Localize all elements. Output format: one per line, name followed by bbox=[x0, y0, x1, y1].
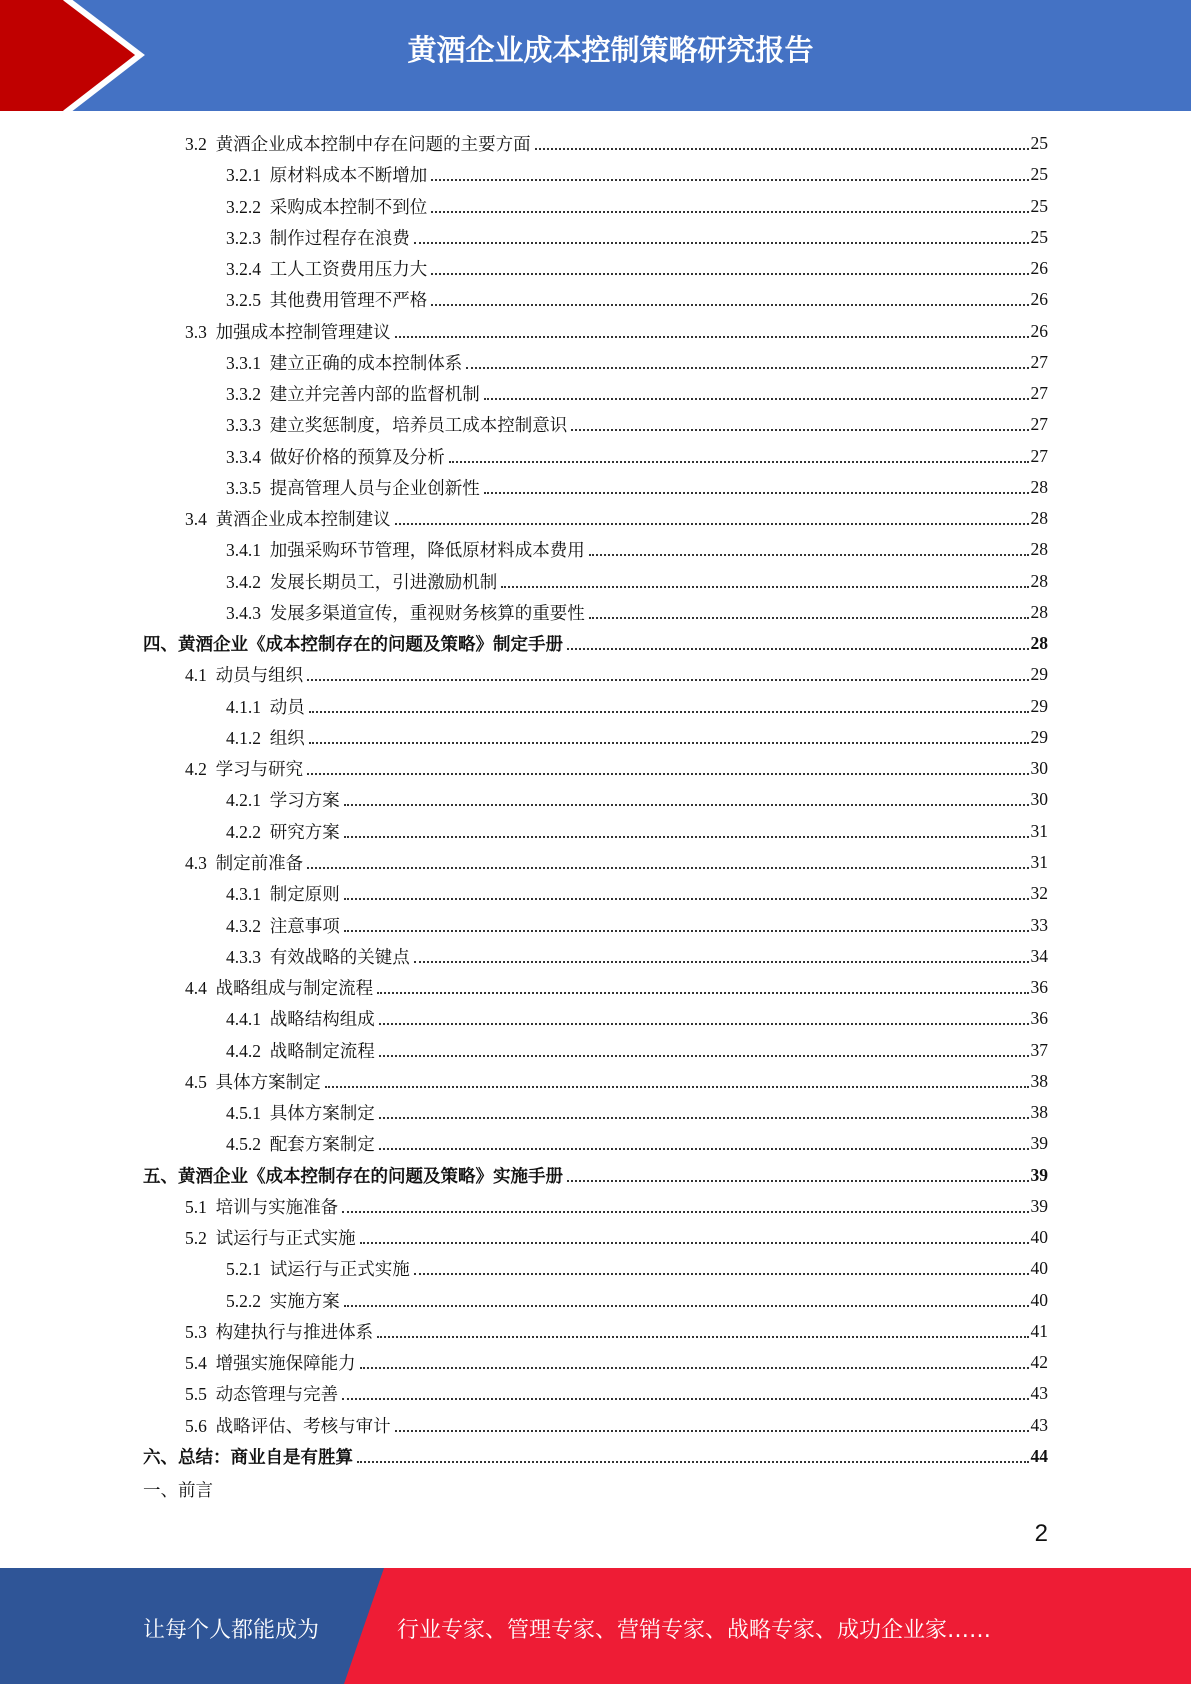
toc-entry-label bbox=[143, 1444, 355, 1469]
toc-entry-page: 27 bbox=[1030, 383, 1048, 404]
toc-entry-title: 提高管理人员与企业创新性 bbox=[269, 477, 480, 498]
toc-entry-page: 36 bbox=[1030, 1008, 1048, 1029]
toc-entry-label bbox=[226, 444, 447, 469]
dot-leader bbox=[414, 1273, 1029, 1275]
toc-entry[interactable] bbox=[226, 347, 1048, 378]
toc-entry-title: 发展长期员工，引进激励机制 bbox=[269, 571, 498, 592]
toc-entry-number: 4.3.3 bbox=[226, 946, 261, 967]
toc-entry-number: 4.2.2 bbox=[226, 821, 261, 842]
dot-leader bbox=[344, 804, 1029, 806]
toc-entry-title: 原材料成本不断增加 bbox=[269, 165, 428, 186]
toc-entry-page: 30 bbox=[1030, 789, 1048, 810]
toc-entry-title: 组织 bbox=[269, 727, 305, 748]
toc-entry[interactable] bbox=[185, 1378, 1048, 1409]
dot-leader bbox=[431, 273, 1028, 275]
dot-leader bbox=[379, 1148, 1029, 1150]
dot-leader bbox=[431, 304, 1028, 306]
toc-entry-label bbox=[185, 1069, 323, 1094]
toc-entry-title: 动员与组织 bbox=[215, 665, 304, 686]
toc-entry[interactable] bbox=[226, 472, 1048, 503]
toc-entry-page: 39 bbox=[1030, 1195, 1048, 1216]
toc-entry-title: 研究方案 bbox=[269, 821, 340, 842]
toc-entry-title: 做好价格的预算及分析 bbox=[269, 446, 445, 467]
toc-entry-page: 40 bbox=[1030, 1289, 1048, 1310]
toc-entry-title: 黄酒企业《成本控制存在的问题及策略》制定手册 bbox=[178, 634, 563, 655]
dot-leader bbox=[571, 429, 1028, 431]
toc-entry-number: 3.2 bbox=[185, 134, 207, 154]
toc-entry-number: 3.4.1 bbox=[226, 540, 261, 561]
dot-leader bbox=[395, 523, 1029, 525]
dot-leader bbox=[344, 836, 1029, 838]
dot-leader bbox=[307, 773, 1028, 775]
toc-entry-page: 34 bbox=[1030, 945, 1048, 966]
toc-entry-page: 31 bbox=[1030, 820, 1048, 841]
toc-entry-number: 五、 bbox=[143, 1165, 178, 1186]
toc-entry-number: 3.2.2 bbox=[226, 196, 261, 217]
toc-entry-title: 发展多渠道宣传，重视财务核算的重要性 bbox=[269, 602, 585, 623]
toc-entry-page: 30 bbox=[1030, 758, 1048, 779]
footer-slogan-right: 行业专家、管理专家、营销专家、战略专家、成功企业家…… bbox=[397, 1618, 992, 1643]
toc-entry-number: 3.3.5 bbox=[226, 477, 261, 498]
toc-entry-page: 41 bbox=[1030, 1320, 1048, 1341]
toc-entry[interactable] bbox=[226, 1253, 1048, 1284]
toc-entry-title: 战略组成与制定流程 bbox=[215, 978, 374, 999]
toc-entry-label bbox=[226, 256, 429, 281]
toc-entry-number: 3.2.1 bbox=[226, 165, 261, 186]
toc-entry-number: 3.2.3 bbox=[226, 227, 261, 248]
toc-entry-page: 27 bbox=[1030, 414, 1048, 435]
dot-leader bbox=[466, 367, 1028, 369]
toc-entry-label bbox=[185, 1194, 340, 1219]
toc-entry[interactable] bbox=[226, 159, 1048, 190]
toc-entry[interactable] bbox=[226, 253, 1048, 284]
toc-entry-title: 有效战略的关键点 bbox=[269, 946, 410, 967]
toc-entry-page: 37 bbox=[1030, 1039, 1048, 1060]
toc-entry-page: 25 bbox=[1030, 226, 1048, 247]
toc-entry-page: 28 bbox=[1030, 601, 1048, 622]
toc-entry-number: 3.4.2 bbox=[226, 571, 261, 592]
dot-leader bbox=[344, 930, 1029, 932]
dot-leader bbox=[535, 148, 1029, 150]
toc-entry-number: 4.1.1 bbox=[226, 696, 261, 717]
toc-entry-page: 39 bbox=[1030, 1164, 1048, 1185]
dot-leader bbox=[309, 711, 1029, 713]
toc-entry-title: 战略评估、考核与审计 bbox=[215, 1415, 391, 1436]
toc-entry-label bbox=[143, 631, 565, 656]
toc-entry-title: 加强采购环节管理，降低原材料成本费用 bbox=[269, 540, 585, 561]
dot-leader bbox=[357, 1461, 1029, 1463]
toc-entry-title: 制定原则 bbox=[269, 884, 340, 905]
toc-entry[interactable] bbox=[226, 1285, 1048, 1316]
toc-entry-label bbox=[226, 1006, 377, 1031]
toc-entry[interactable] bbox=[226, 441, 1048, 472]
toc-entry-label bbox=[226, 913, 342, 938]
toc-entry-title: 建立奖惩制度，培养员工成本控制意识 bbox=[269, 415, 568, 436]
toc-entry-page: 39 bbox=[1030, 1133, 1048, 1154]
toc-entry-number: 3.2.4 bbox=[226, 259, 261, 280]
toc-entry-title: 制定前准备 bbox=[215, 852, 304, 873]
toc-entry[interactable] bbox=[185, 753, 1048, 784]
toc-entry-label bbox=[226, 475, 482, 500]
toc-entry-title: 总结：商业自是有胜算 bbox=[178, 1446, 353, 1467]
toc-entry[interactable] bbox=[226, 378, 1048, 409]
toc-entry-page: 28 bbox=[1030, 508, 1048, 529]
toc-entry-label bbox=[226, 1038, 377, 1063]
toc-entry-page: 43 bbox=[1030, 1414, 1048, 1435]
toc-entry-label bbox=[226, 162, 429, 187]
toc-entry-number: 5.2.2 bbox=[226, 1290, 261, 1311]
toc-entry[interactable] bbox=[226, 409, 1048, 440]
toc-entry-title: 动态管理与完善 bbox=[215, 1384, 339, 1405]
toc-entry-page: 40 bbox=[1030, 1258, 1048, 1279]
dot-leader bbox=[309, 742, 1029, 744]
toc-entry-label bbox=[226, 194, 429, 219]
toc-entry-label bbox=[185, 506, 393, 531]
toc-entry[interactable] bbox=[226, 691, 1048, 722]
toc-entry-page: 32 bbox=[1030, 883, 1048, 904]
toc-entry[interactable] bbox=[185, 316, 1048, 347]
toc-entry-number: 4.1 bbox=[185, 665, 207, 686]
toc-entry-page: 31 bbox=[1030, 851, 1048, 872]
toc-entry-page: 26 bbox=[1030, 320, 1048, 341]
toc-entry-page: 29 bbox=[1030, 726, 1048, 747]
dot-leader bbox=[379, 1055, 1029, 1057]
toc-entry-page: 29 bbox=[1030, 664, 1048, 685]
toc-entry-number: 5.4 bbox=[185, 1353, 207, 1374]
dot-leader bbox=[567, 1180, 1029, 1182]
toc-entry[interactable] bbox=[185, 972, 1048, 1003]
toc-entry-number: 4.3 bbox=[185, 852, 207, 873]
toc-entry-number: 3.3.1 bbox=[226, 352, 261, 373]
dot-leader bbox=[307, 867, 1028, 869]
dot-leader bbox=[325, 1086, 1029, 1088]
toc-entry[interactable] bbox=[226, 1097, 1048, 1128]
dot-leader bbox=[379, 1117, 1029, 1119]
toc-entry-number: 4.4 bbox=[185, 978, 207, 999]
toc-entry[interactable] bbox=[226, 1003, 1048, 1034]
page-footer bbox=[0, 1568, 1191, 1684]
toc-entry-label bbox=[185, 131, 533, 156]
toc-entry-page: 25 bbox=[1030, 133, 1048, 153]
toc-entry[interactable] bbox=[185, 1316, 1048, 1347]
toc-entry-number: 4.5.1 bbox=[226, 1103, 261, 1124]
toc-entry-number: 4.3.2 bbox=[226, 915, 261, 936]
toc-entry-title: 加强成本控制管理建议 bbox=[215, 321, 391, 342]
toc-entry[interactable] bbox=[185, 1347, 1048, 1378]
toc-entry-title: 试运行与正式实施 bbox=[269, 1259, 410, 1280]
section-heading-preface: 一、前言 bbox=[143, 1480, 213, 1501]
dot-leader bbox=[484, 398, 1029, 400]
toc-entry-page: 33 bbox=[1030, 914, 1048, 935]
dot-leader bbox=[395, 336, 1029, 338]
toc-entry-number: 4.1.2 bbox=[226, 727, 261, 748]
toc-entry-title: 黄酒企业成本控制建议 bbox=[215, 509, 391, 530]
toc-entry[interactable] bbox=[226, 941, 1048, 972]
toc-entry[interactable] bbox=[226, 878, 1048, 909]
toc-entry-label bbox=[185, 756, 305, 781]
toc-entry-title: 动员 bbox=[269, 696, 305, 717]
dot-leader bbox=[342, 1398, 1028, 1400]
toc-entry-page: 38 bbox=[1030, 1070, 1048, 1091]
toc-entry-label bbox=[185, 850, 305, 875]
dot-leader bbox=[377, 1336, 1028, 1338]
toc-entry-number: 4.4.1 bbox=[226, 1009, 261, 1030]
toc-entry-label bbox=[226, 600, 587, 625]
toc-entry[interactable] bbox=[226, 816, 1048, 847]
toc-entry-title: 建立正确的成本控制体系 bbox=[269, 352, 463, 373]
toc-entry-label bbox=[226, 787, 342, 812]
dot-leader bbox=[360, 1367, 1029, 1369]
toc-entry-page: 27 bbox=[1030, 351, 1048, 372]
toc-entry-label bbox=[226, 1100, 377, 1125]
toc-entry-page: 29 bbox=[1030, 695, 1048, 716]
toc-entry-title: 学习与研究 bbox=[215, 759, 304, 780]
toc-entry-number: 4.5.2 bbox=[226, 1134, 261, 1155]
page-number: 2 bbox=[1034, 1520, 1048, 1547]
toc-entry[interactable] bbox=[226, 910, 1048, 941]
toc-entry[interactable] bbox=[185, 659, 1048, 690]
page-header bbox=[0, 0, 1191, 111]
toc-entry-label bbox=[226, 1288, 342, 1313]
toc-entry-page: 27 bbox=[1030, 445, 1048, 466]
toc-entry-page: 26 bbox=[1030, 258, 1048, 279]
dot-leader bbox=[342, 1211, 1028, 1213]
toc-entry-number: 3.3 bbox=[185, 321, 207, 342]
toc-entry-label bbox=[226, 944, 412, 969]
toc-entry-number: 六、 bbox=[143, 1446, 178, 1467]
footer-slogan-left: 让每个人都能成为 bbox=[143, 1618, 320, 1643]
toc-entry-page: 42 bbox=[1030, 1352, 1048, 1373]
dot-leader bbox=[449, 461, 1029, 463]
toc-entry-number: 4.5 bbox=[185, 1071, 207, 1092]
toc-entry-number: 5.3 bbox=[185, 1321, 207, 1342]
toc-entry-title: 工人工资费用压力大 bbox=[269, 259, 428, 280]
toc-entry-title: 配套方案制定 bbox=[269, 1134, 375, 1155]
toc-entry[interactable] bbox=[185, 503, 1048, 534]
toc-entry-number: 5.2 bbox=[185, 1228, 207, 1249]
toc-entry-number: 四、 bbox=[143, 634, 178, 655]
toc-entry-label bbox=[143, 1163, 565, 1188]
toc-entry-number: 5.2.1 bbox=[226, 1259, 261, 1280]
toc-entry-label bbox=[185, 662, 305, 687]
toc-entry-number: 4.4.2 bbox=[226, 1040, 261, 1061]
toc-entry-number: 3.3.4 bbox=[226, 446, 261, 467]
dot-leader bbox=[395, 1430, 1029, 1432]
report-title: 黄酒企业成本控制策略研究报告 bbox=[407, 33, 814, 67]
toc-entry[interactable] bbox=[226, 1035, 1048, 1066]
toc-entry-label bbox=[185, 1319, 375, 1344]
toc-entry-label bbox=[226, 225, 412, 250]
toc-entry-label bbox=[185, 975, 375, 1000]
dot-leader bbox=[589, 617, 1029, 619]
dot-leader bbox=[589, 554, 1029, 556]
toc-entry-page: 28 bbox=[1030, 476, 1048, 497]
toc-entry-title: 制作过程存在浪费 bbox=[269, 227, 410, 248]
toc-entry[interactable] bbox=[226, 191, 1048, 222]
toc-entry-label bbox=[185, 1413, 393, 1438]
dot-leader bbox=[414, 242, 1029, 244]
toc-entry-number: 3.3.2 bbox=[226, 384, 261, 405]
dot-leader bbox=[377, 992, 1028, 994]
dot-leader bbox=[484, 492, 1029, 494]
toc-entry-label bbox=[226, 694, 307, 719]
dot-leader bbox=[414, 961, 1029, 963]
toc-entry-number: 4.3.1 bbox=[226, 884, 261, 905]
toc-entry-number: 3.4.3 bbox=[226, 602, 261, 623]
toc-entry-title: 试运行与正式实施 bbox=[215, 1228, 356, 1249]
toc-entry-label bbox=[226, 412, 569, 437]
toc-entry[interactable] bbox=[143, 1160, 1048, 1191]
dot-leader bbox=[360, 1242, 1029, 1244]
toc-entry-title: 学习方案 bbox=[269, 790, 340, 811]
toc-entry-label bbox=[226, 381, 482, 406]
toc-entry-number: 3.4 bbox=[185, 509, 207, 530]
toc-entry-title: 黄酒企业成本控制中存在问题的主要方面 bbox=[215, 134, 531, 154]
toc-entry-title: 具体方案制定 bbox=[215, 1071, 321, 1092]
dot-leader bbox=[501, 586, 1028, 588]
toc-entry[interactable] bbox=[226, 597, 1048, 628]
toc-entry-label bbox=[185, 1381, 340, 1406]
toc-entry[interactable] bbox=[185, 1066, 1048, 1097]
toc-entry-title: 构建执行与推进体系 bbox=[215, 1321, 374, 1342]
toc-entry-number: 5.6 bbox=[185, 1415, 207, 1436]
toc-entry-page: 28 bbox=[1030, 633, 1048, 654]
toc-entry-page: 25 bbox=[1030, 164, 1048, 185]
toc-entry[interactable] bbox=[226, 722, 1048, 753]
toc-entry-label bbox=[185, 1225, 358, 1250]
toc-entry[interactable] bbox=[185, 1191, 1048, 1222]
toc-entry-title: 建立并完善内部的监督机制 bbox=[269, 384, 480, 405]
dot-leader bbox=[344, 1305, 1029, 1307]
toc-entry-label bbox=[226, 1131, 377, 1156]
toc-entry-title: 战略制定流程 bbox=[269, 1040, 375, 1061]
toc-entry-number: 5.1 bbox=[185, 1196, 207, 1217]
toc-entry[interactable] bbox=[226, 534, 1048, 565]
toc-entry-label bbox=[226, 819, 342, 844]
dot-leader bbox=[307, 679, 1028, 681]
toc-entry-title: 战略结构组成 bbox=[269, 1009, 375, 1030]
toc-entry[interactable] bbox=[143, 628, 1048, 659]
toc-entry-page: 40 bbox=[1030, 1227, 1048, 1248]
toc-entry-page: 36 bbox=[1030, 977, 1048, 998]
toc-entry-title: 具体方案制定 bbox=[269, 1103, 375, 1124]
toc-entry[interactable] bbox=[226, 1128, 1048, 1159]
toc-entry[interactable] bbox=[185, 128, 1048, 159]
toc-entry-label bbox=[185, 1350, 358, 1375]
toc-entry-title: 增强实施保障能力 bbox=[215, 1353, 356, 1374]
toc-entry-title: 采购成本控制不到位 bbox=[269, 196, 428, 217]
toc-entry-label bbox=[226, 881, 342, 906]
dot-leader bbox=[567, 648, 1029, 650]
toc-entry-title: 培训与实施准备 bbox=[215, 1196, 339, 1217]
dot-leader bbox=[344, 898, 1029, 900]
toc-entry-label bbox=[226, 1256, 412, 1281]
toc-entry-label bbox=[226, 537, 587, 562]
toc-entry[interactable] bbox=[226, 284, 1048, 315]
toc-entry-number: 3.3.3 bbox=[226, 415, 261, 436]
toc-entry-label bbox=[226, 350, 464, 375]
toc-entry-title: 注意事项 bbox=[269, 915, 340, 936]
toc-entry-page: 26 bbox=[1030, 289, 1048, 310]
toc-entry[interactable] bbox=[185, 1410, 1048, 1441]
toc-entry-title: 黄酒企业《成本控制存在的问题及策略》实施手册 bbox=[178, 1165, 563, 1186]
toc-entry-number: 3.2.5 bbox=[226, 290, 261, 311]
toc-entry-label bbox=[226, 725, 307, 750]
toc-entry-page: 28 bbox=[1030, 539, 1048, 560]
toc-entry[interactable] bbox=[143, 1441, 1048, 1472]
toc-entry-number: 4.2 bbox=[185, 759, 207, 780]
toc-entry[interactable] bbox=[185, 1222, 1048, 1253]
toc-entry-title: 实施方案 bbox=[269, 1290, 340, 1311]
toc-entry-label bbox=[226, 287, 429, 312]
toc-entry-page: 25 bbox=[1030, 195, 1048, 216]
toc-entry-number: 5.5 bbox=[185, 1384, 207, 1405]
toc-entry[interactable] bbox=[226, 222, 1048, 253]
toc-entry[interactable] bbox=[226, 566, 1048, 597]
dot-leader bbox=[431, 211, 1028, 213]
dot-leader bbox=[379, 1023, 1029, 1025]
toc-entry-page: 44 bbox=[1030, 1445, 1048, 1466]
toc-entry[interactable] bbox=[185, 847, 1048, 878]
toc-entry-page: 28 bbox=[1030, 570, 1048, 591]
toc-entry-number: 4.2.1 bbox=[226, 790, 261, 811]
toc-entry-page: 38 bbox=[1030, 1102, 1048, 1123]
toc-entry[interactable] bbox=[226, 784, 1048, 815]
toc-entry-label bbox=[226, 569, 499, 594]
dot-leader bbox=[431, 179, 1028, 181]
toc-entry-page: 43 bbox=[1030, 1383, 1048, 1404]
toc-entry-title: 其他费用管理不严格 bbox=[269, 290, 428, 311]
toc-entry-label bbox=[185, 319, 393, 344]
